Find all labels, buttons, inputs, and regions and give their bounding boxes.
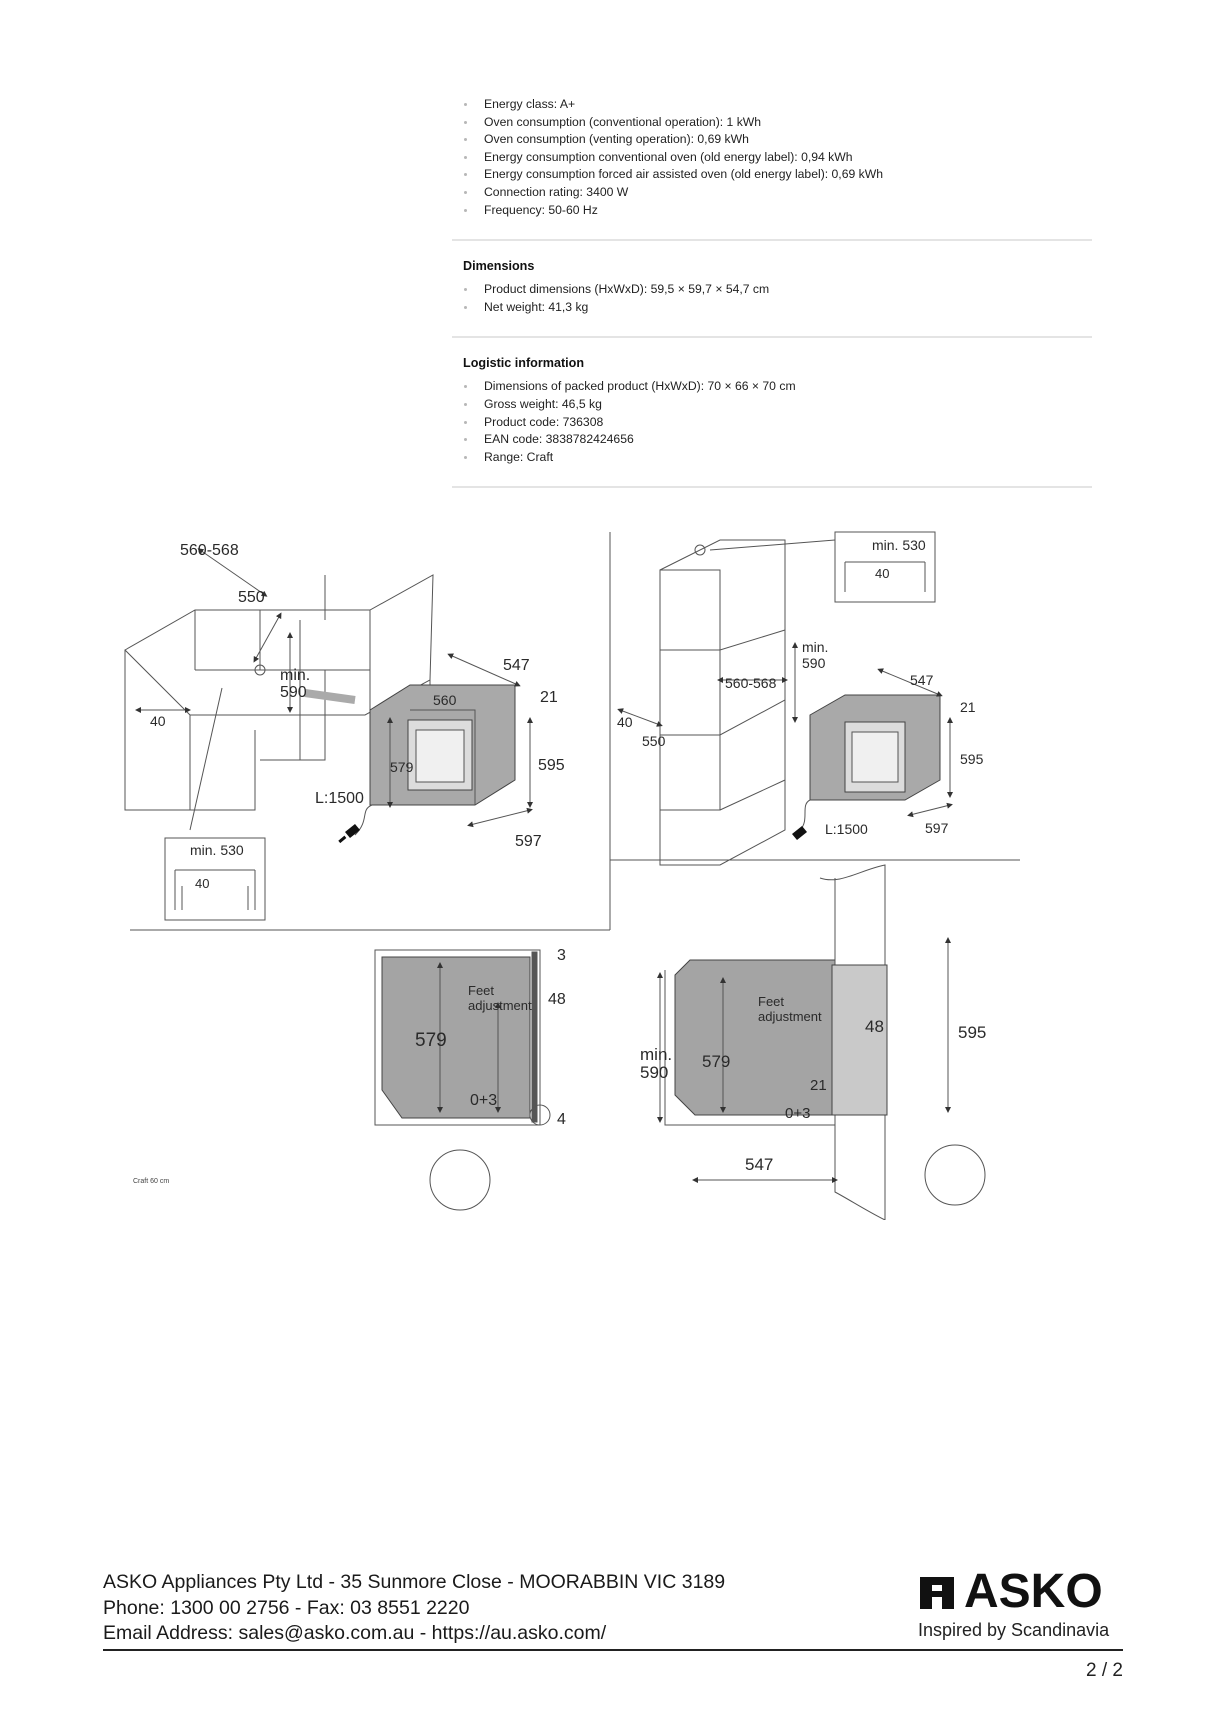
dim-579: 579 xyxy=(702,1052,731,1071)
dim-579: 579 xyxy=(415,1030,447,1051)
spec-item: Dimensions of packed product (HxWxD): 70 × 66 × 70 cm xyxy=(452,378,1092,396)
dim-590: 590 xyxy=(802,655,826,671)
spec-item: Product dimensions (HxWxD): 59,5 × 59,7 × 54,7 cm xyxy=(452,281,1092,299)
spec-item: Frequency: 50-60 Hz xyxy=(452,202,1092,220)
spec-item: Oven consumption (venting operation): 0,69 kWh xyxy=(452,131,1092,149)
dim-547: 547 xyxy=(503,657,530,674)
dim-0-3: 0+3 xyxy=(470,1092,498,1109)
cable-length: L:1500 xyxy=(315,790,364,807)
dim-min-530: min. 530 xyxy=(190,842,244,858)
dim-597: 597 xyxy=(925,820,949,836)
dim-40: 40 xyxy=(195,876,210,891)
dim-590: 590 xyxy=(640,1063,669,1082)
brand-tagline: Inspired by Scandinavia xyxy=(918,1620,1110,1640)
drawing-caption: Craft 60 cm xyxy=(133,1178,170,1185)
dim-21: 21 xyxy=(960,699,976,715)
feet-label: Feet xyxy=(468,983,495,998)
feet-label: Feet xyxy=(758,994,785,1009)
footer-divider xyxy=(103,1649,1123,1651)
email-website: Email Address: sales@asko.com.au - https://au.asko.com/ xyxy=(103,1622,607,1644)
spec-item: Net weight: 41,3 kg xyxy=(452,299,1092,317)
company-address: ASKO Appliances Pty Ltd - 35 Sunmore Close - MOORABBIN VIC 3189 xyxy=(103,1571,726,1593)
dim-21: 21 xyxy=(810,1077,827,1094)
dim-48: 48 xyxy=(865,1017,884,1036)
oven-drawing-top-right xyxy=(810,695,940,800)
dim-40: 40 xyxy=(875,566,890,581)
dim-min: min. xyxy=(802,639,829,655)
cable-length: L:1500 xyxy=(825,821,868,837)
adjustment-label: adjustment xyxy=(468,998,532,1013)
spec-item: Energy consumption conventional oven (old energy label): 0,94 kWh xyxy=(452,149,1092,167)
footer-contact xyxy=(103,1570,725,1647)
installation-drawing xyxy=(120,520,1060,1220)
cabinet-drawing-right xyxy=(660,540,785,865)
page-number: 2 / 2 xyxy=(1086,1660,1123,1681)
dim-595: 595 xyxy=(960,751,984,767)
dim-595: 595 xyxy=(538,757,565,774)
logistic-title: Logistic information xyxy=(463,356,585,371)
dim-21: 21 xyxy=(540,689,558,706)
dim-597: 597 xyxy=(515,833,542,850)
spec-item: EAN code: 3838782424656 xyxy=(452,431,1092,449)
brand-name: ASKO xyxy=(964,1565,1103,1618)
dimensions-title: Dimensions xyxy=(463,259,535,274)
spec-item: Oven consumption (conventional operation): 1 kWh xyxy=(452,114,1092,132)
logistic-list xyxy=(452,378,1092,466)
spec-item: Energy consumption forced air assisted oven (old energy label): 0,69 kWh xyxy=(452,166,1092,184)
energy-list xyxy=(452,96,1092,219)
dim-min: min. xyxy=(280,667,311,684)
adjustment-label: adjustment xyxy=(758,1009,822,1024)
dim-0-3: 0+3 xyxy=(785,1105,811,1122)
dim-547: 547 xyxy=(910,672,934,688)
phone-fax: Phone: 1300 00 2756 - Fax: 03 8551 2220 xyxy=(103,1596,470,1619)
spec-item: Energy class: A+ xyxy=(452,96,1092,114)
dim-579: 579 xyxy=(390,759,414,775)
dim-550: 550 xyxy=(642,733,666,749)
section-view-left xyxy=(375,950,540,1125)
dim-590: 590 xyxy=(280,684,307,701)
dim-40: 40 xyxy=(617,714,633,730)
dim-min: min. xyxy=(640,1045,673,1064)
dim-560-568: 560-568 xyxy=(180,542,239,559)
asko-logo xyxy=(918,1565,1123,1641)
spec-item: Range: Craft xyxy=(452,449,1092,467)
dim-min-530: min. 530 xyxy=(872,537,926,553)
spec-item: Gross weight: 46,5 kg xyxy=(452,396,1092,414)
dim-48: 48 xyxy=(548,991,566,1008)
dim-40: 40 xyxy=(150,713,166,729)
power-plug-icon xyxy=(792,826,807,840)
dim-550: 550 xyxy=(238,589,265,606)
dim-547: 547 xyxy=(745,1155,774,1174)
spec-item: Product code: 736308 xyxy=(452,414,1092,432)
divider xyxy=(452,486,1092,488)
dim-560: 560 xyxy=(433,692,457,708)
spec-item: Connection rating: 3400 W xyxy=(452,184,1092,202)
specifications xyxy=(452,96,1092,488)
section-view-right xyxy=(665,865,887,1220)
dim-560-568: 560-568 xyxy=(725,675,777,691)
dim-4: 4 xyxy=(557,1111,566,1128)
dimensions-list xyxy=(452,281,1092,316)
dim-595: 595 xyxy=(958,1023,987,1042)
asko-logo-icon xyxy=(918,1573,956,1611)
dim-3: 3 xyxy=(557,947,566,964)
